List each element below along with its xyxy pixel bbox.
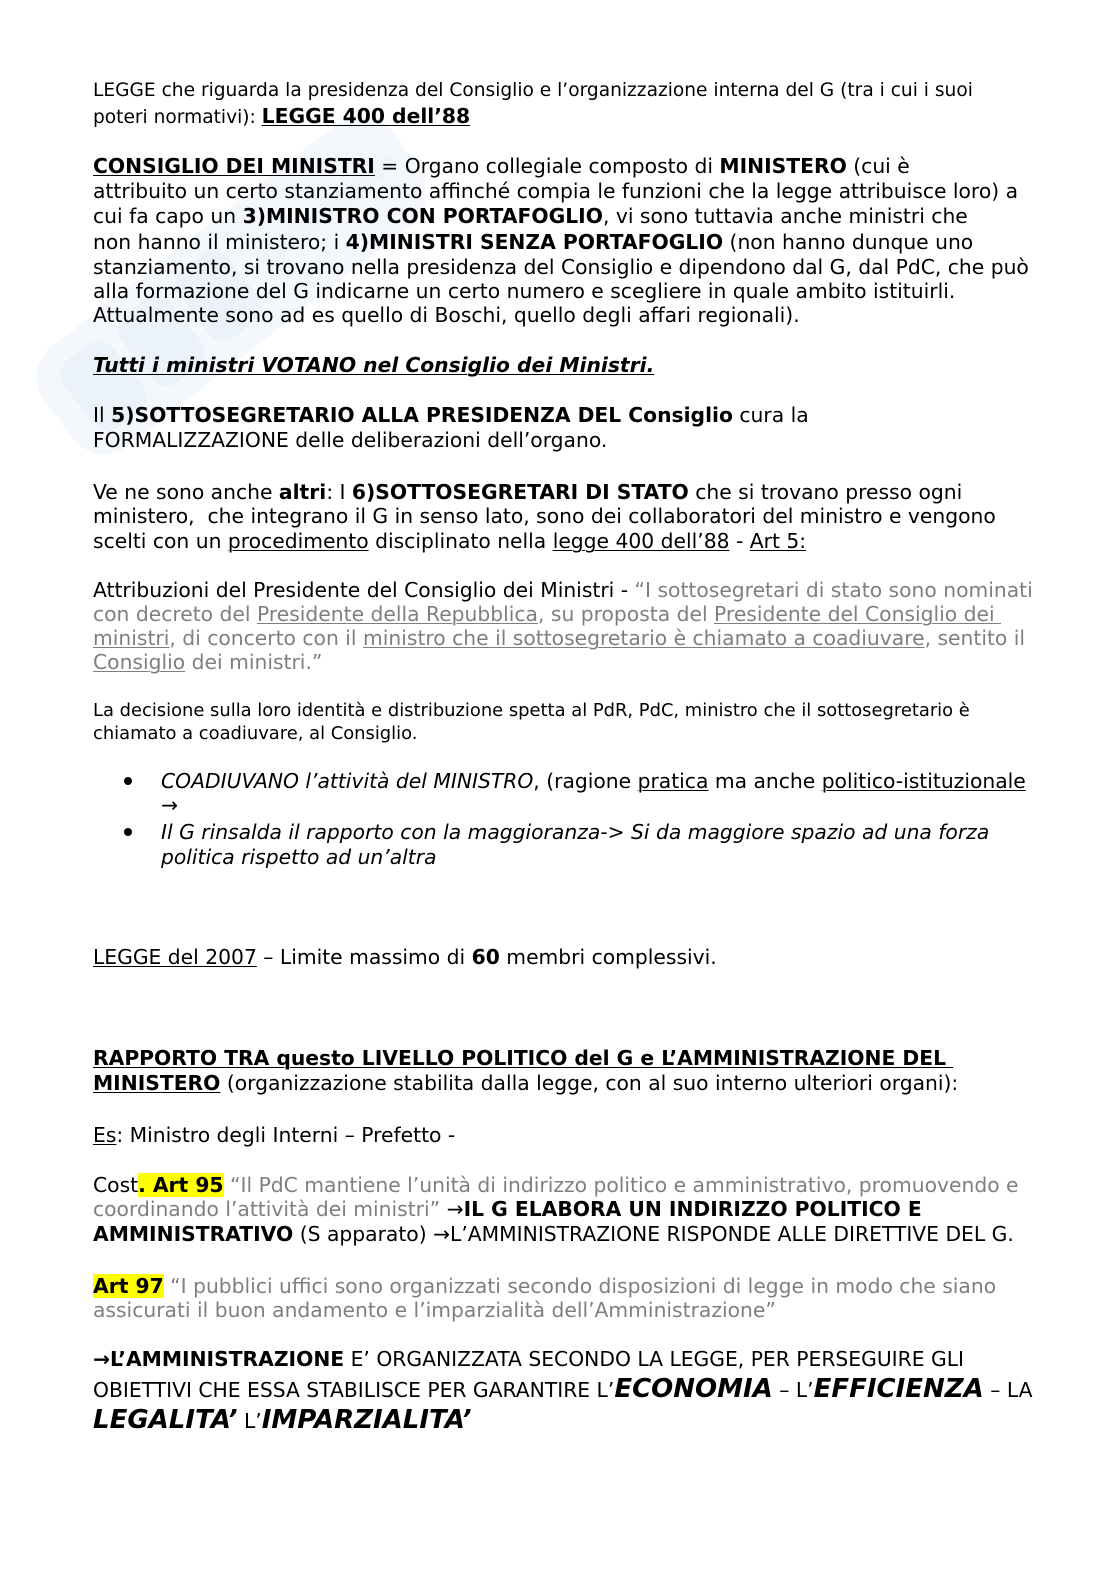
art95-line — [93, 1173, 1019, 1197]
conclusione-line — [93, 1405, 472, 1436]
consiglio-line — [93, 279, 955, 303]
quote-text: “Il PdC mantiene l’unità di indirizzo politico e amministrativo, promuovendo e — [223, 1173, 1019, 1197]
sottosegretari-line — [93, 529, 806, 553]
body-text: OBIETTIVI CHE ESSA STABILISCE PER GARANTIRE L’ — [93, 1378, 615, 1402]
principle-economia: ECONOMIA — [614, 1374, 773, 1404]
body-text: alla formazione del G indicarne un certo numero e scegliere in quale ambito istituirli. — [93, 279, 956, 303]
bullet-item-line — [161, 769, 1026, 793]
quote-text: assicurati il buon andamento e l’imparzialità dell’Amministrazione” — [93, 1298, 776, 1322]
sottosegretario-line — [93, 403, 809, 427]
intro-text: poteri normativi): — [93, 107, 262, 128]
consiglio-line — [93, 303, 800, 327]
body-text: (organizzazione stabilita dalla legge, con al suo interno ulteriori organi): — [220, 1071, 959, 1095]
body-text: cui fa capo un — [93, 204, 243, 228]
body-text: - — [729, 529, 750, 553]
keyword-altri: altri — [278, 480, 327, 504]
link-consiglio[interactable]: Consiglio — [93, 650, 186, 674]
conclusione-line — [93, 1347, 964, 1371]
keyword-ministri-senza-portafoglio: 4)MINISTRI SENZA PORTAFOGLIO — [345, 230, 724, 254]
intro-text: LEGGE che riguarda la presidenza del Consiglio e l’organizzazione interna del G (tra i cui i suoi — [93, 80, 973, 101]
law-reference: LEGGE 400 dell’88 — [261, 104, 471, 128]
link-procedimento[interactable]: procedimento — [227, 529, 369, 553]
keyword-sottosegretari-stato: 6)SOTTOSEGRETARI DI STATO — [351, 480, 689, 504]
body-text: L’ — [237, 1409, 262, 1433]
arrow-icon: → — [161, 793, 178, 817]
body-text: = Organo collegiale composto di — [374, 154, 720, 178]
body-text: membri complessivi. — [499, 945, 717, 969]
art97-line — [93, 1274, 996, 1298]
body-text: Cost — [93, 1173, 139, 1197]
keyword-sottosegretario-presidenza: 5)SOTTOSEGRETARIO ALLA PRESIDENZA DEL Consiglio — [111, 403, 733, 427]
intro-line — [93, 104, 470, 130]
body-text: La decisione sulla loro identità e distribuzione spetta al PdR, PdC, ministro che il sottosegretario è — [93, 700, 970, 721]
consiglio-line — [93, 255, 1029, 279]
body-text: – LA — [983, 1378, 1033, 1402]
emphasis-votano: Tutti i ministri VOTANO nel Consiglio dei Ministri. — [93, 353, 655, 377]
arrow-icon: → — [93, 1347, 110, 1371]
quote-text: dei ministri.” — [185, 650, 323, 674]
attribuzioni-line — [93, 650, 322, 674]
quote-text: “I sottosegretari di stato sono nominati — [634, 578, 1033, 602]
link-ministro-coadiuvare[interactable]: ministro che il sottosegretario è chiamato a coadiuvare — [363, 626, 925, 650]
bullet-italic-text: COADIUVANO l’attività del MINISTRO — [161, 769, 534, 793]
arrow-icon: → — [440, 1197, 464, 1221]
principle-imparzialita: IMPARZIALITA’ — [261, 1405, 472, 1435]
body-text: E’ ORGANIZZATA SECONDO LA LEGGE, PER PERSEGUIRE GLI — [344, 1347, 964, 1371]
body-text: ministero, che integrano il G in senso lato, sono dei collaboratori del ministro e vengono — [93, 504, 996, 528]
rapporto-line — [93, 1046, 953, 1070]
link-legge-2007[interactable]: LEGGE del 2007 — [93, 945, 257, 969]
link-presidente-repubblica[interactable]: Presidente della Repubblica — [256, 602, 538, 626]
body-text: stanziamento, si trovano nella presidenza del Consiglio e dipendono dal G, dal PdC, che può — [93, 255, 1029, 279]
quote-text: “I pubblici uffici sono organizzati secondo disposizioni di legge in modo che siano — [163, 1274, 997, 1298]
body-text: ma anche — [708, 769, 822, 793]
consiglio-line — [93, 179, 1018, 203]
body-text: cura la — [732, 403, 809, 427]
body-text: chiamato a coadiuvare, al Consiglio. — [93, 723, 418, 744]
consiglio-line — [93, 230, 973, 254]
body-text: : I — [326, 480, 352, 504]
body-text: – Limite massimo di — [256, 945, 472, 969]
attribuzioni-line — [93, 602, 1001, 626]
section-heading-consiglio: CONSIGLIO DEI MINISTRI — [93, 154, 375, 178]
votano-line — [93, 353, 654, 377]
attribuzioni-line — [93, 626, 1025, 650]
link-presidente-consiglio[interactable]: ministri — [93, 626, 170, 650]
principle-legalita: LEGALITA’ — [93, 1405, 238, 1435]
consiglio-line — [93, 204, 968, 228]
art97-line — [93, 1298, 776, 1322]
quote-text: , sentito il — [924, 626, 1026, 650]
body-text: disciplinato nella — [368, 529, 553, 553]
body-text: attribuito un certo stanziamento affinché compia le funzioni che la legge attribuisce loro) a — [93, 179, 1019, 203]
sottosegretari-line — [93, 480, 962, 504]
keyword-amministrazione: L’AMMINISTRAZIONE — [110, 1347, 345, 1371]
quote-text: , su proposta del — [538, 602, 715, 626]
bullet-item-line — [161, 845, 437, 869]
section-heading-rapporto: MINISTERO — [93, 1071, 221, 1095]
body-text: FORMALIZZAZIONE delle deliberazioni dell’organo. — [93, 428, 608, 452]
body-text: (cui è — [846, 154, 910, 178]
decisione-line — [93, 700, 970, 722]
section-heading-rapporto: RAPPORTO TRA questo LIVELLO POLITICO del G e L’AMMINISTRAZIONE DEL — [93, 1046, 954, 1070]
members-count: 60 — [471, 945, 500, 969]
sottosegretario-line — [93, 428, 607, 452]
example-label: Es — [93, 1123, 117, 1147]
body-text: Il — [93, 403, 112, 427]
link-presidente-consiglio[interactable]: Presidente del Consiglio dei — [714, 602, 1002, 626]
legge-2007-line — [93, 945, 717, 969]
body-text: , vi sono tuttavia anche ministri che — [602, 204, 968, 228]
body-text: Attribuzioni del Presidente del Consiglio dei Ministri - — [93, 578, 635, 602]
body-text: (S apparato) →L’AMMINISTRAZIONE RISPONDE ALLE DIRETTIVE DEL G. — [293, 1222, 1014, 1246]
art95-line — [93, 1197, 922, 1221]
link-pratica[interactable]: pratica — [637, 769, 709, 793]
quote-text: con decreto del — [93, 602, 257, 626]
keyword-ministero: MINISTERO — [719, 154, 847, 178]
body-text: (non hanno dunque uno — [723, 230, 974, 254]
bullet-italic-text: Il G rinsalda il rapporto con la maggioranza-> Si da maggiore spazio ad una forza — [161, 820, 990, 844]
rapporto-line — [93, 1071, 958, 1095]
intro-line — [93, 80, 973, 102]
bullet-item-line — [161, 793, 178, 817]
art95-line — [93, 1222, 1014, 1246]
body-text: che si trovano presso ogni — [688, 480, 963, 504]
link-art-5[interactable]: Art 5: — [749, 529, 807, 553]
keyword-ministro-con-portafoglio: 3)MINISTRO CON PORTAFOGLIO — [242, 204, 603, 228]
esempio-line — [93, 1123, 455, 1147]
sottosegretari-line — [93, 504, 996, 528]
body-text: – L’ — [772, 1378, 814, 1402]
article-label-97: Art 97 — [93, 1274, 164, 1298]
attribuzioni-line — [93, 578, 1033, 602]
keyword-indirizzo: AMMINISTRATIVO — [93, 1222, 294, 1246]
bullet-marker — [124, 828, 132, 836]
link-politico-istituzionale[interactable]: politico-istituzionale — [821, 769, 1026, 793]
body-text: Ve ne sono anche — [93, 480, 279, 504]
decisione-line — [93, 723, 417, 745]
quote-text: coordinando l’attività dei ministri” — [93, 1197, 441, 1221]
bullet-item-line — [161, 820, 989, 844]
bullet-marker — [124, 777, 132, 785]
link-legge-400[interactable]: legge 400 dell’88 — [552, 529, 730, 553]
body-text: : Ministro degli Interni – Prefetto - — [116, 1123, 456, 1147]
conclusione-line — [93, 1374, 1032, 1405]
keyword-indirizzo: IL G ELABORA UN INDIRIZZO POLITICO E — [463, 1197, 922, 1221]
principle-efficienza: EFFICIENZA — [813, 1374, 984, 1404]
consiglio-line — [93, 154, 910, 178]
quote-text: , di concerto con il — [169, 626, 363, 650]
body-text: scelti con un — [93, 529, 228, 553]
article-label-95: . Art 95 — [138, 1173, 224, 1197]
body-text: , (ragione — [533, 769, 638, 793]
body-text: non hanno il ministero; i — [93, 230, 346, 254]
body-text: Attualmente sono ad es quello di Boschi, quello degli affari regionali). — [93, 303, 800, 327]
bullet-italic-text: politica rispetto ad un’altra — [161, 845, 437, 869]
